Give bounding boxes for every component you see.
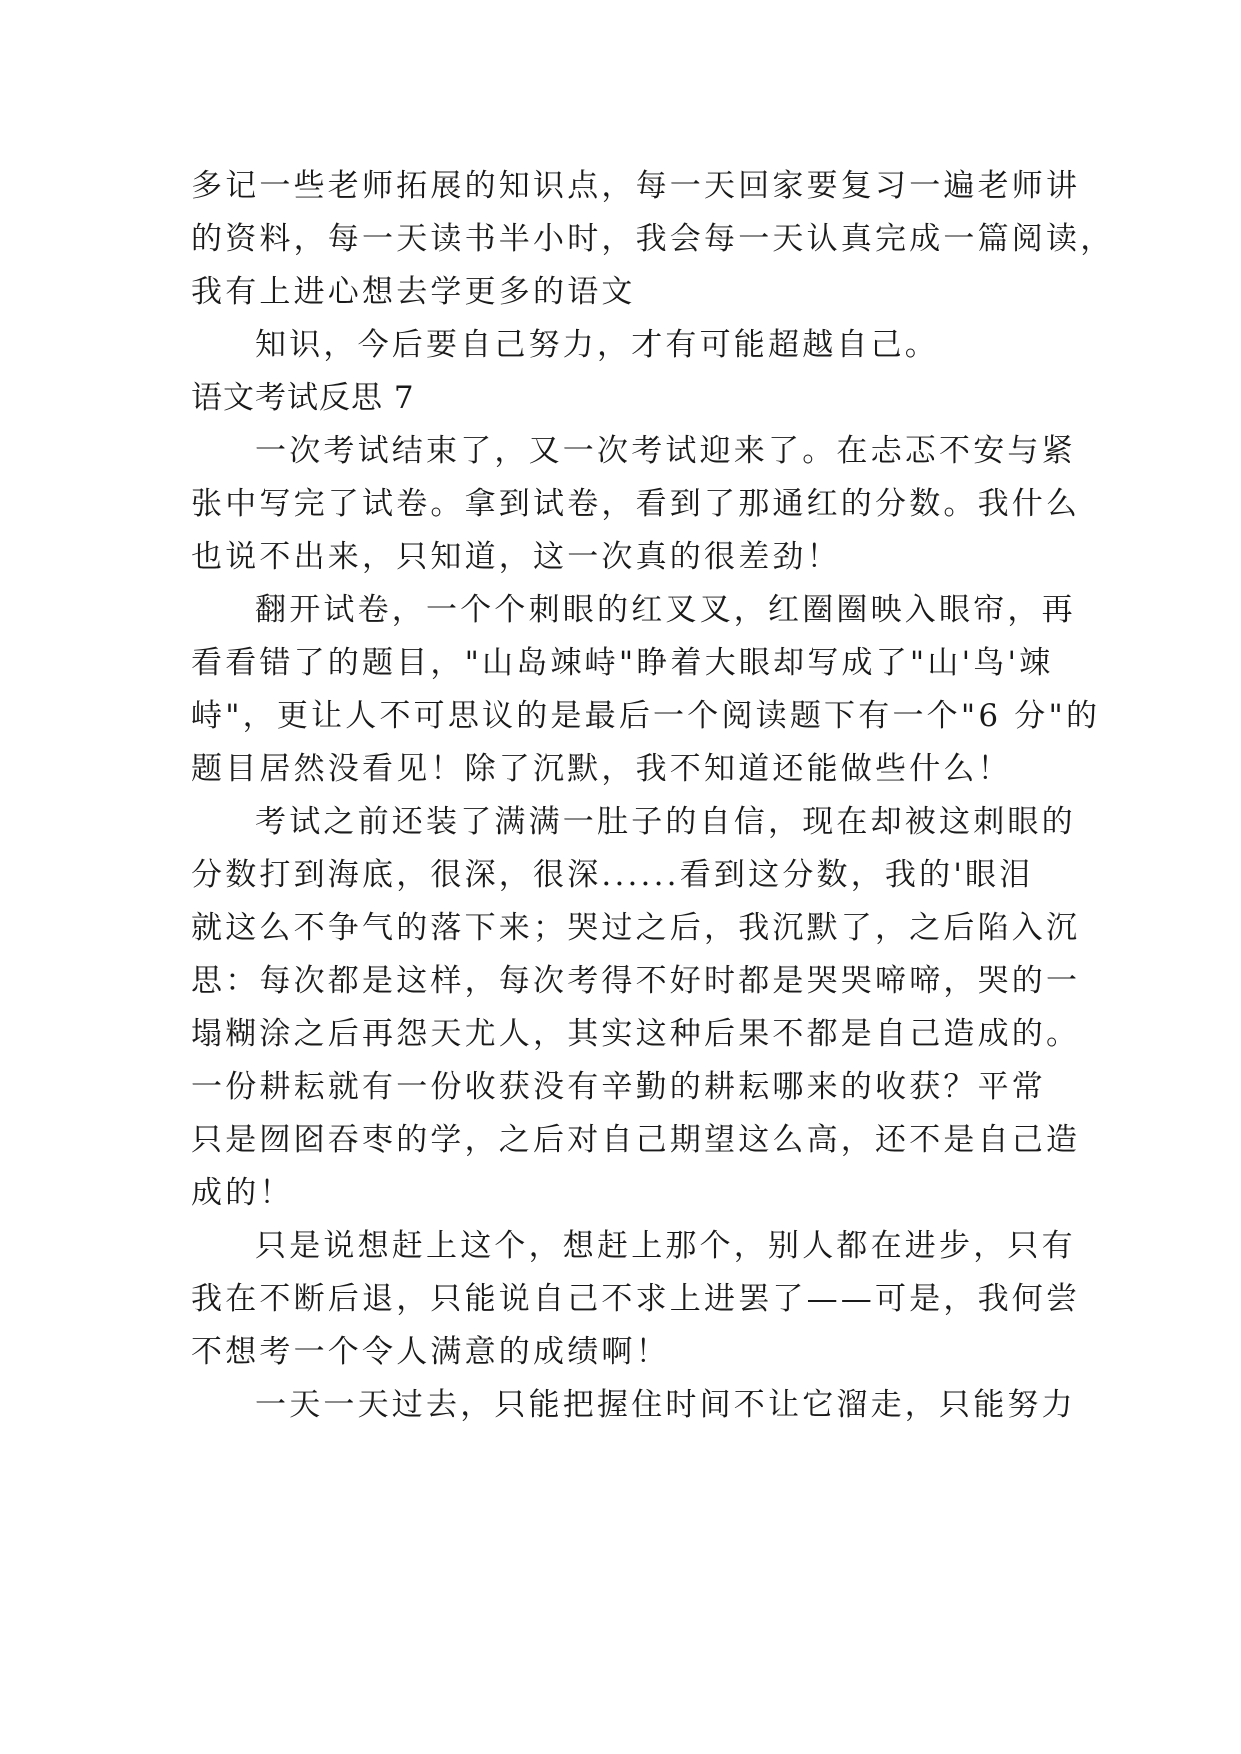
text-line: 看看错了的题目，"山岛竦峙"睁着大眼却写成了"山'鸟'竦 [191,645,1054,681]
paragraph-start-line: 一天一天过去，只能把握住时间不让它溜走，只能努力 [255,1387,1076,1423]
text-line: 我在不断后退，只能说自己不求上进罢了——可是，我何尝 [191,1281,1081,1317]
text-line: 塌糊涂之后再怨天尤人，其实这种后果不都是自己造成的。 [191,1016,1081,1052]
paragraph-start-line: 翻开试卷，一个个刺眼的红叉叉，红圈圈映入眼帘，再 [255,592,1076,628]
text-line: 只是囫囵吞枣的学，之后对自己期望这么高，还不是自己造 [191,1122,1081,1158]
text-line: 题目居然没看见！除了沉默，我不知道还能做些什么！ [191,751,1012,787]
section-heading: 语文考试反思 7 [191,380,415,416]
paragraph-start-line: 一次考试结束了，又一次考试迎来了。在忐忑不安与紧 [255,433,1076,469]
text-line: 分数打到海底，很深，很深......看到这分数，我的'眼泪 [191,857,1034,893]
document-body [191,160,1115,1432]
text-line: 一份耕耘就有一份收获没有辛勤的耕耘哪来的收获？平常 [191,1069,1046,1105]
text-line: 思：每次都是这样，每次考得不好时都是哭哭啼啼，哭的一 [191,963,1081,999]
text-line: 也说不出来，只知道，这一次真的很差劲！ [191,539,841,575]
text-line: 我有上进心想去学更多的语文 [191,274,636,310]
text-line: 不想考一个令人满意的成绩啊！ [191,1334,670,1370]
text-line: 多记一些老师拓展的知识点，每一天回家要复习一遍老师讲 [191,168,1081,204]
text-line: 成的！ [191,1175,294,1211]
text-line: 张中写完了试卷。拿到试卷，看到了那通红的分数。我什么 [191,486,1081,522]
paragraph-start-line: 只是说想赶上这个，想赶上那个，别人都在进步，只有 [255,1228,1076,1264]
paragraph-start-line: 知识，今后要自己努力，才有可能超越自己。 [255,327,939,363]
text-line: 峙"，更让人不可思议的是最后一个阅读题下有一个"6 分"的 [191,698,1101,734]
text-line: 就这么不争气的落下来；哭过之后，我沉默了，之后陷入沉 [191,910,1081,946]
paragraph-start-line: 考试之前还装了满满一肚子的自信，现在却被这刺眼的 [255,804,1076,840]
text-line: 的资料，每一天读书半小时，我会每一天认真完成一篇阅读， [191,221,1115,257]
